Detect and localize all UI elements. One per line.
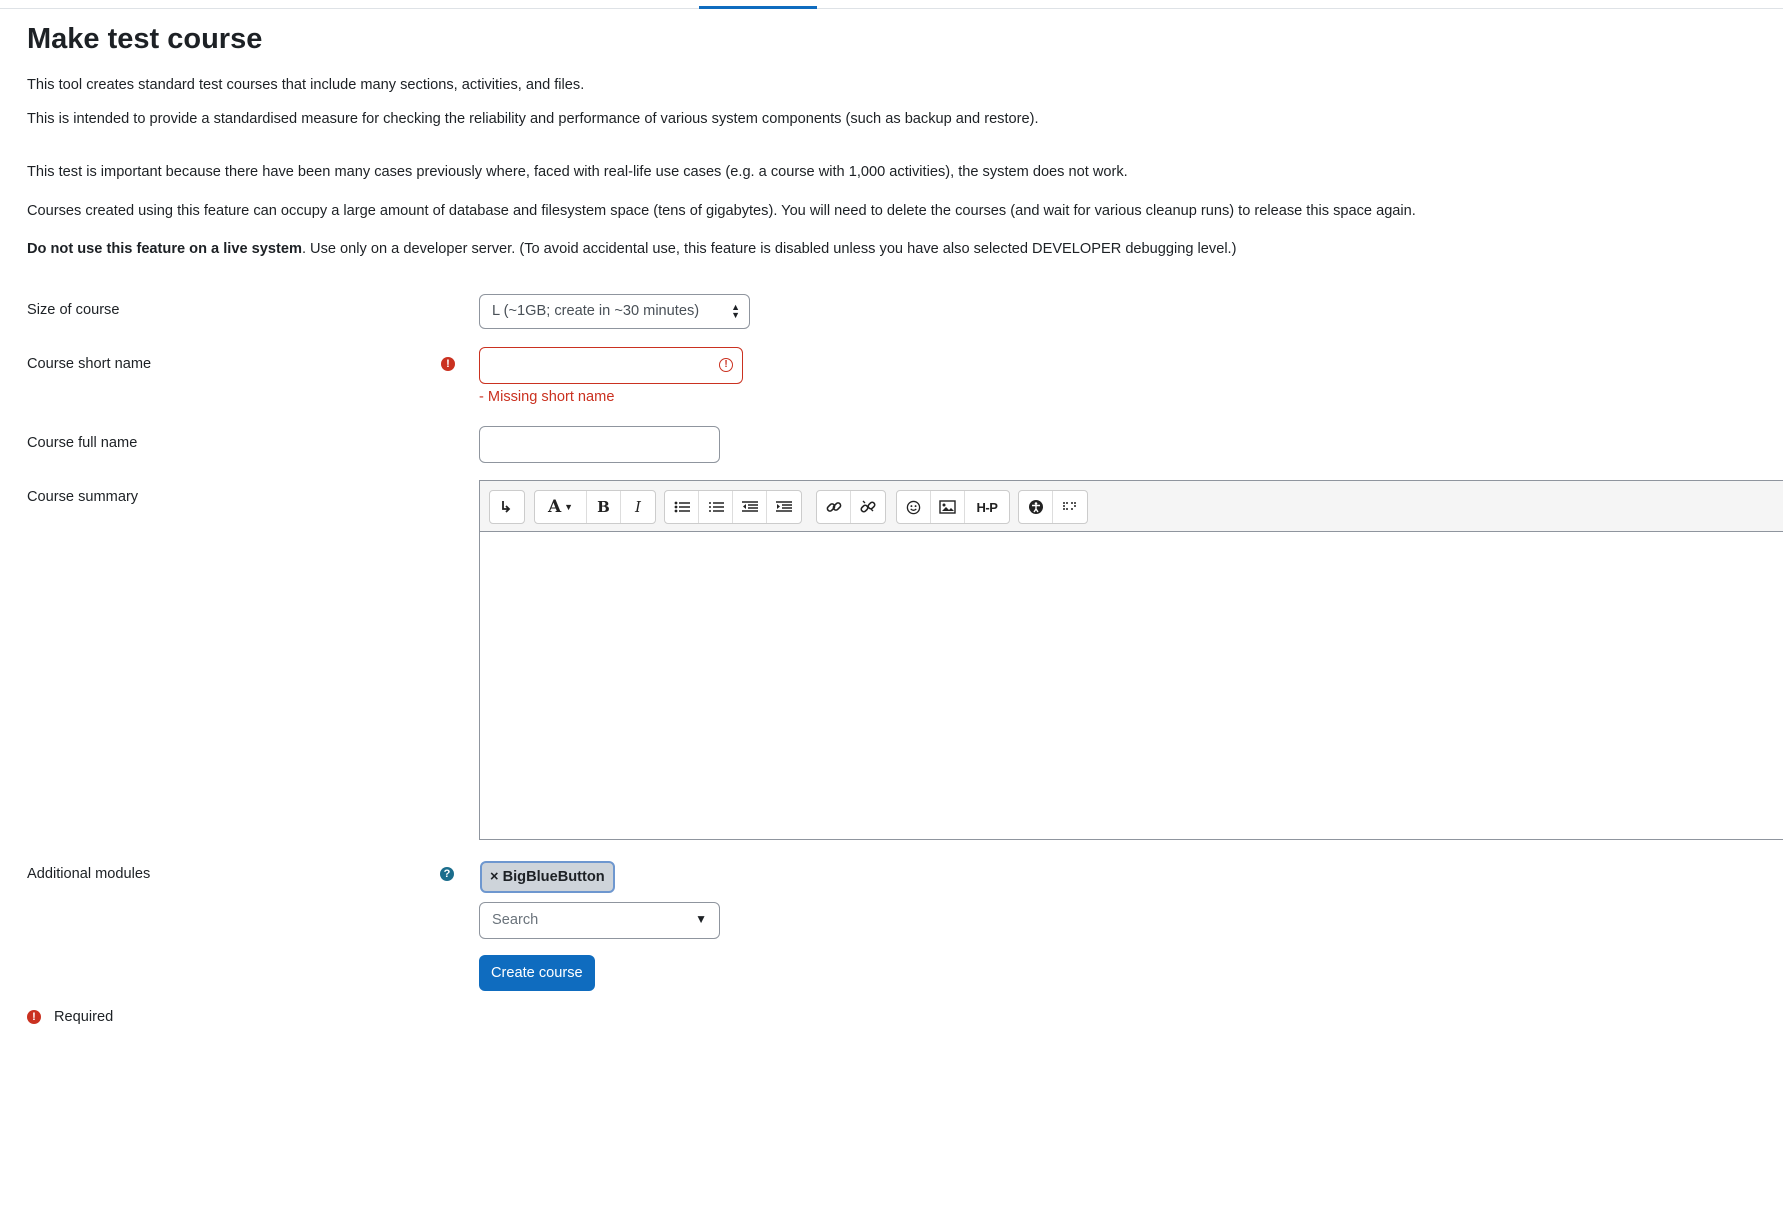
intro-paragraph-3: This test is important because there have been many cases previously where, faced with real-life use cases (e.g. a course with 1,000 activities), the system does not work. [27,164,1128,180]
outdent-icon[interactable] [733,491,767,523]
italic-icon[interactable]: I [635,498,641,516]
h5p-icon[interactable]: H-P [976,499,998,515]
active-tab-indicator [699,6,817,9]
toolbar-group-style [534,490,656,524]
shortname-input[interactable] [479,347,743,384]
link-icon[interactable] [817,491,851,523]
intro-paragraph-2: This is intended to provide a standardised measure for checking the reliability and performance of various system components (such as backup and restore). [27,111,1039,127]
ordered-list-icon[interactable] [699,491,733,523]
required-icon: ! [441,357,455,371]
collapse-icon[interactable] [490,491,524,523]
required-legend-text: Required [54,1009,114,1025]
screenreader-helper-icon[interactable] [1053,491,1087,523]
toolbar-group-links [816,490,886,524]
create-course-button[interactable]: Create course [479,955,595,991]
selected-module-chip[interactable]: × BigBlueButton [480,861,615,893]
toolbar-group-lists [664,490,802,524]
chevron-down-icon[interactable]: ▼ [695,912,707,926]
fullname-input[interactable] [479,426,720,463]
required-legend-icon: ! [27,1010,41,1024]
shortname-label: Course short name [27,356,152,372]
toolbar-group-accessibility [1018,490,1088,524]
emoji-icon[interactable] [897,491,931,523]
bold-icon[interactable]: B [587,491,621,523]
unlink-icon[interactable] [851,491,885,523]
warning-bold-text: Do not use this feature on a live system [27,241,302,257]
editor-toolbar [480,481,1783,532]
intro-paragraph-4: Courses created using this feature can occupy a large amount of database and filesystem space (tens of gigabytes). You will need to delete the courses (and wait for various cleanup runs) to release this space again. [27,203,1416,219]
paragraph-style-icon[interactable]: A ▼ [535,491,587,523]
size-select-value: L (~1GB; create in ~30 minutes) [492,303,700,319]
image-icon[interactable] [931,491,965,523]
page-title: Make test course [27,23,263,55]
shortname-error: - Missing short name [479,389,615,405]
toolbar-group-media [896,490,1010,524]
header-divider [0,8,1783,9]
modules-label: Additional modules [27,866,151,882]
size-label: Size of course [27,302,120,318]
help-icon[interactable]: ? [440,867,454,881]
live-system-warning [27,239,1236,259]
unordered-list-icon[interactable] [665,491,699,523]
intro-paragraph-1: This tool creates standard test courses that include many sections, activities, and files. [27,77,585,93]
search-placeholder: Search [492,912,539,928]
warning-text: . Use only on a developer server. (To avoid accidental use, this feature is disabled unless you have also selected DEVELOPER debugging level.) [301,241,1237,257]
select-arrows-icon: ▲ ▼ [731,302,740,320]
summary-editor[interactable] [479,480,1783,840]
accessibility-checker-icon[interactable] [1019,491,1053,523]
indent-icon[interactable] [767,491,801,523]
summary-label: Course summary [27,489,139,505]
modules-search-input[interactable] [479,902,720,939]
size-select[interactable] [479,294,750,329]
fullname-label: Course full name [27,435,138,451]
invalid-field-icon: ! [719,358,733,372]
toolbar-group-collapse [489,490,525,524]
